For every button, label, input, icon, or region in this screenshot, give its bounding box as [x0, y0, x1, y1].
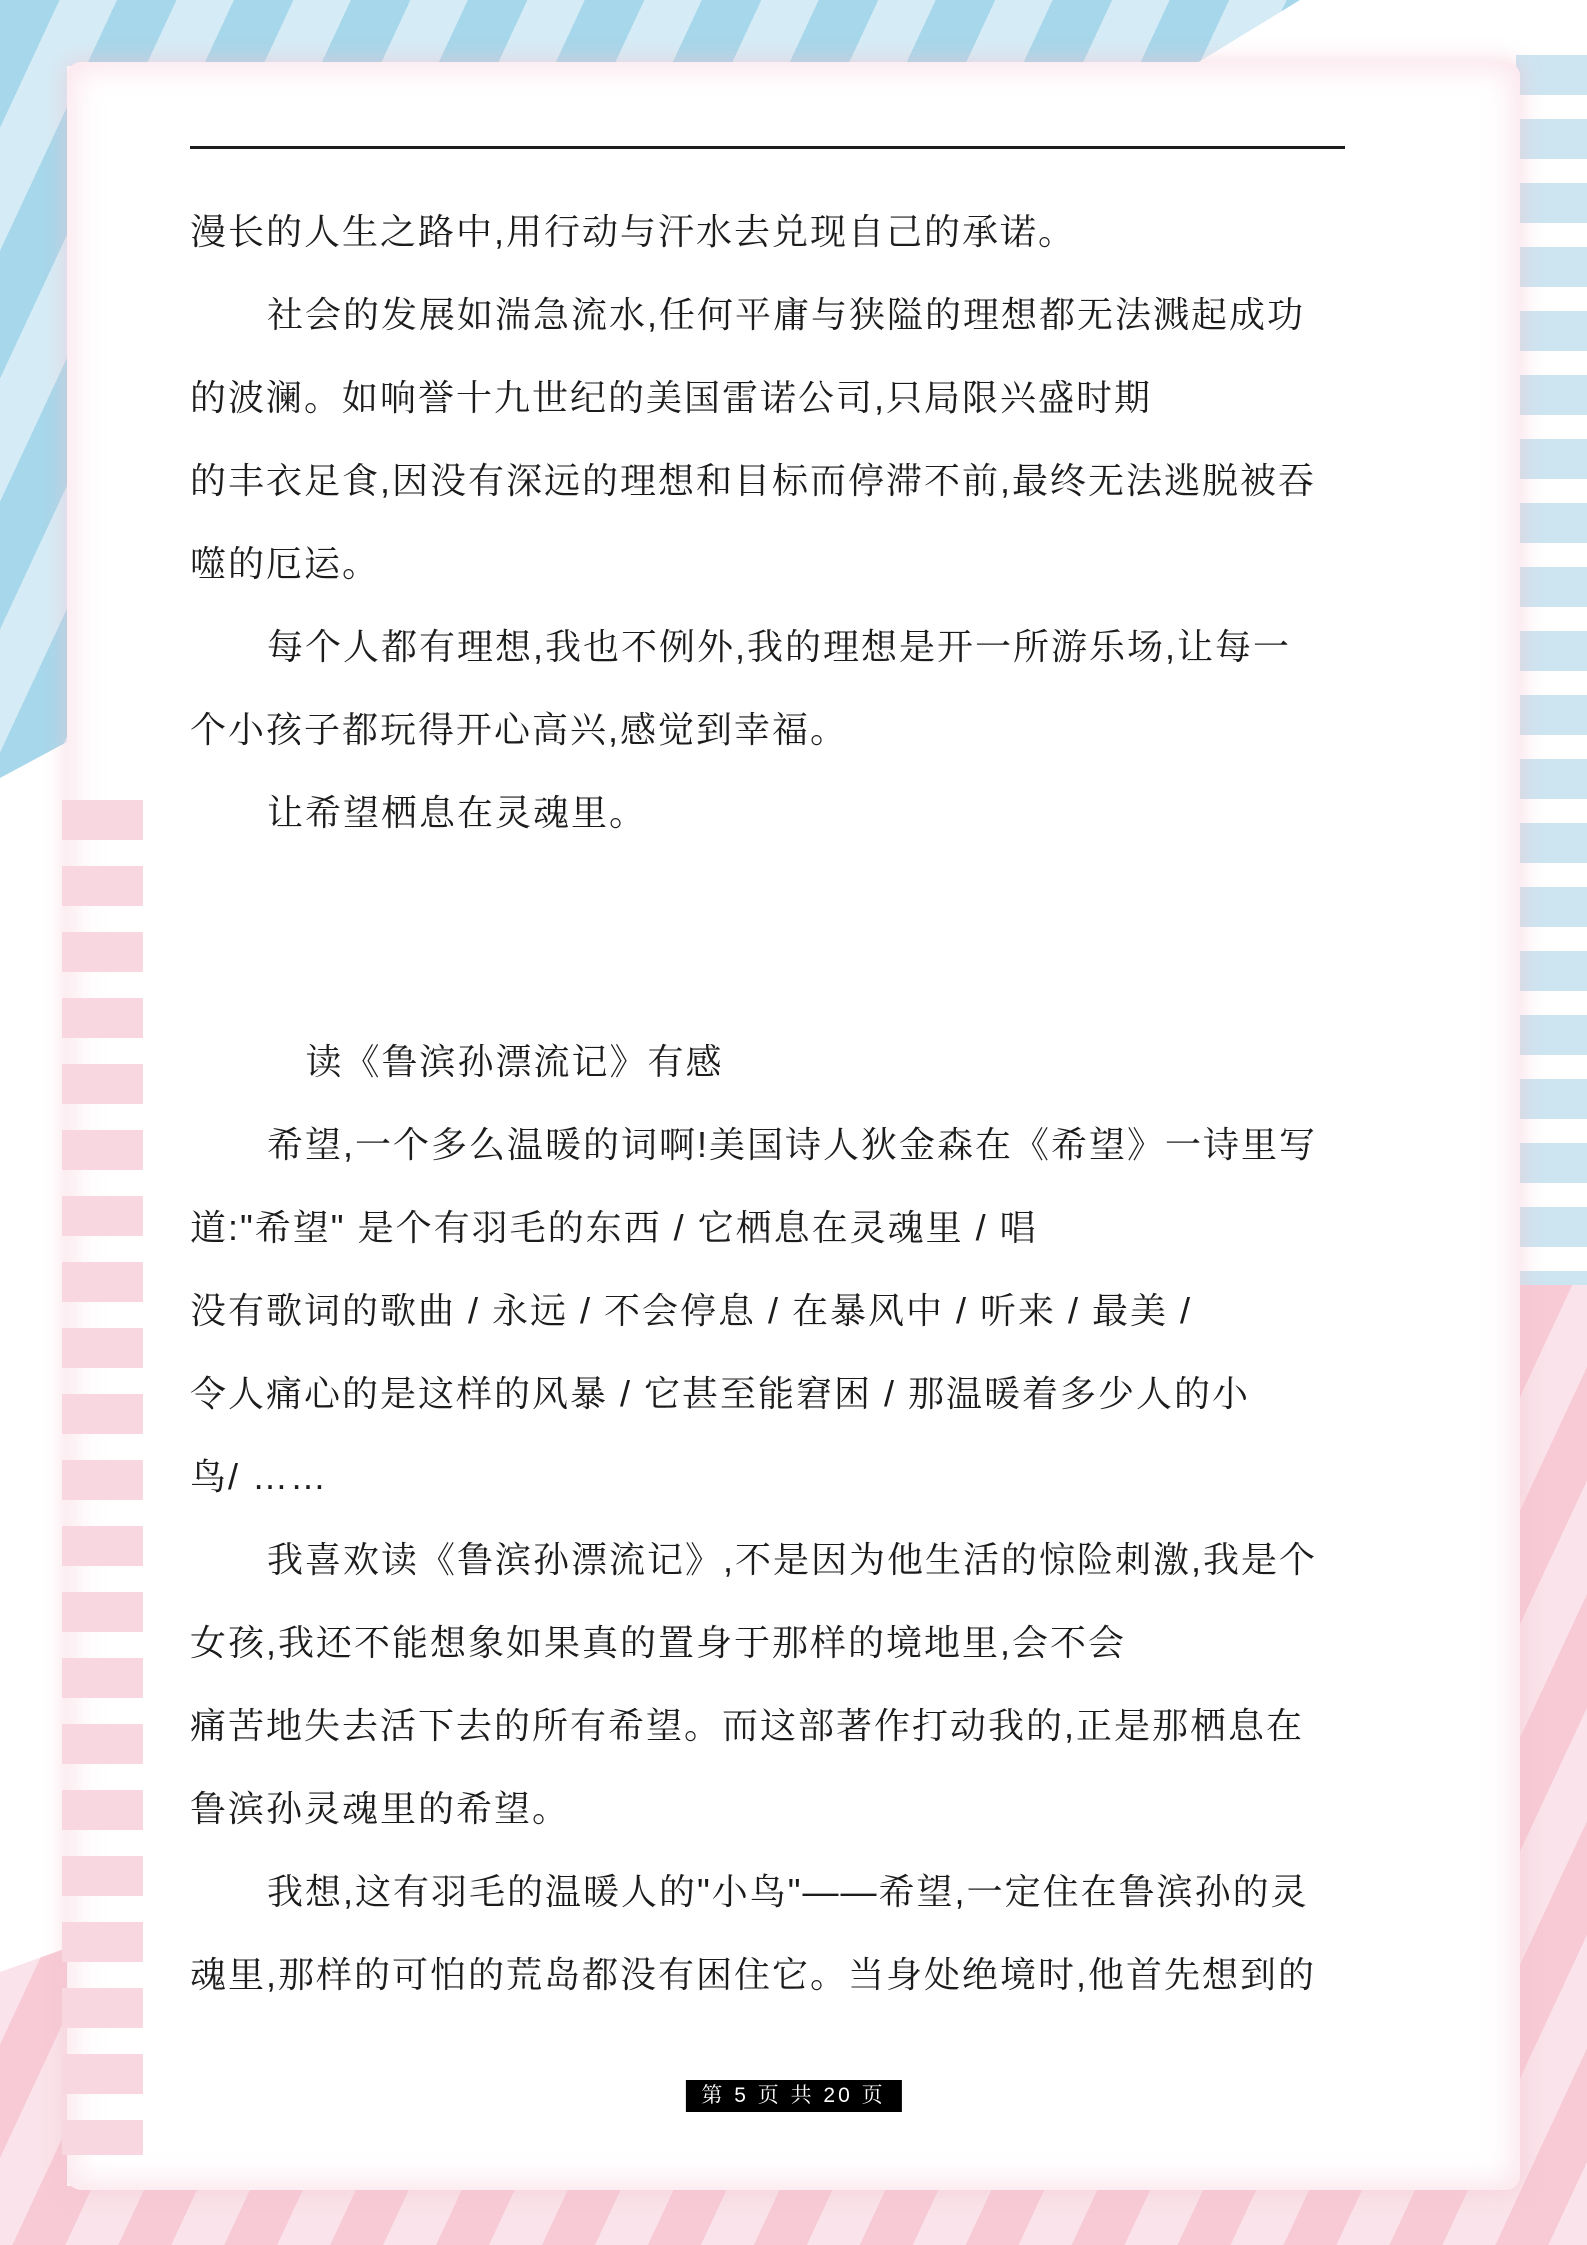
text-line: 的丰衣足食,因没有深远的理想和目标而停滞不前,最终无法逃脱被吞: [190, 460, 1317, 501]
blank-line: [0, 937, 1587, 1020]
page-number-badge: 第 5 页 共 20 页: [685, 2080, 901, 2112]
text-line: 我喜欢读《鲁滨孙漂流记》,不是因为他生活的惊险刺激,我是个: [267, 1539, 1318, 1580]
text-line: 没有歌词的歌曲 / 永远 / 不会停息 / 在暴风中 / 听来 / 最美 /: [190, 1290, 1193, 1331]
text-line: 读《鲁滨孙漂流记》有感: [305, 1041, 724, 1082]
text-line: 令人痛心的是这样的风暴 / 它甚至能窘困 / 那温暖着多少人的小: [190, 1373, 1251, 1414]
section-divider-rule: [190, 146, 1345, 149]
text-line: 个小孩子都玩得开心高兴,感觉到幸福。: [190, 709, 849, 750]
text-line: 痛苦地失去活下去的所有希望。而这部著作打动我的,正是那栖息在: [190, 1705, 1305, 1746]
text-line: 道:"希望" 是个有羽毛的东西 / 它栖息在灵魂里 / 唱: [190, 1207, 1038, 1248]
text-line: 让希望栖息在灵魂里。: [267, 792, 648, 833]
text-line: 希望,一个多么温暖的词啊!美国诗人狄金森在《希望》一诗里写: [267, 1124, 1318, 1165]
text-line: 社会的发展如湍急流水,任何平庸与狭隘的理想都无法溅起成功: [267, 294, 1306, 335]
text-line: 漫长的人生之路中,用行动与汗水去兑现自己的承诺。: [190, 211, 1077, 252]
blank-line: [0, 854, 1587, 937]
text-line: 鸟/ ……: [190, 1456, 329, 1497]
text-line: 我想,这有羽毛的温暖人的"小鸟"——希望,一定住在鲁滨孙的灵: [267, 1871, 1309, 1912]
text-line: 魂里,那样的可怕的荒岛都没有困住它。当身处绝境时,他首先想到的: [190, 1954, 1317, 1995]
document-text-block: [0, 190, 1587, 2016]
text-line: 每个人都有理想,我也不例外,我的理想是开一所游乐场,让每一: [267, 626, 1292, 667]
text-line: 鲁滨孙灵魂里的希望。: [190, 1788, 571, 1829]
text-line: 噬的厄运。: [190, 543, 381, 584]
text-line: 女孩,我还不能想象如果真的置身于那样的境地里,会不会: [190, 1622, 1127, 1663]
text-line: 的波澜。如响誉十九世纪的美国雷诺公司,只局限兴盛时期: [190, 377, 1153, 418]
